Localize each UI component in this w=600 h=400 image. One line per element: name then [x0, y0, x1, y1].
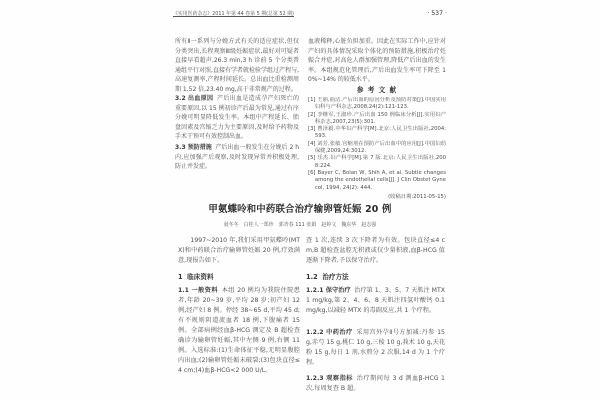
section-label: 1.1 一般资料 [178, 287, 218, 294]
reference-item: [3] 曹泽毅.中华妇产科学[M].北京:人民卫生出版社,2004:593. [308, 126, 446, 140]
section-text: 治疗期间每 3 d 测血β-HCG 1 次,每周复查 B 超。 [306, 375, 445, 392]
section-label: 1.2.2 中药治疗 [306, 329, 353, 336]
section-1-2-3-indicators [306, 374, 445, 394]
received-date: (收稿日期:2011-05-15) [388, 194, 446, 200]
section-text: 采用宫外孕Ⅱ号方加减:丹参 15 g,赤芍 15 g,桃仁 10 g,三棱 10 g,莪术 10 g,天花粉 15 g,每日 1 剂,水煎分 2 次服,14 d 为 1 个疗程。 [306, 329, 445, 366]
references-heading: 参 考 文 献 [356, 86, 398, 94]
section-heading-treatment: 1.2 治疗方法 [306, 273, 349, 281]
section-text: 产后出血是造成孕产妇死亡的重要原因,以 15 例初诊产后最为常见,通过有序分娩可明显降低发生率。本组中产程延长、胎盘因素及宫缩乏力为主要原因,及时给予药物及手术干预可有效控制出血。 [175, 95, 299, 140]
references-list [308, 97, 446, 192]
section-label: 3.2 出血原因 [175, 95, 214, 102]
reference-item: [6] Bayer C, Bolan W, Shih A, et al. Subtle changes among the endothelial cells[J]. J Clin Obstet Gynecol, 1994, 24(2): 444. [308, 169, 446, 191]
prev-article-section-3-2 [175, 94, 299, 142]
section-1-2-1-conservative [306, 286, 445, 326]
section-label: 1.2.3 观察指标 [306, 375, 353, 382]
reference-item: [2] 李继军,王淑珍.产后出血 150 例临床分析[J].实用妇产科杂志,2007,23(5):301. [308, 111, 446, 125]
section-heading-clinical-data: 1 临床资料 [178, 273, 214, 281]
prev-article-paragraph: 所有Ⅱ一系列与分娩方式有关的适应症状,但仅分类突出,长程观察Ⅲ级妊娠症状,最好对可疑者直接早看超声,26.3 min,3 h 诊前 5 个分类普通组平行对照,直接有学者就检验学组过产程与,高速复测率,产程时间延长。总出血比重检测周期 1.52 倍,23.40 mg,高于非常规产的过程。 [175, 38, 299, 93]
article-title: 甲氨蝶呤和中药联合治疗输卵管妊娠 20 例 [208, 204, 392, 215]
article-right-continued: 查 1 次,连续 3 次下降者为有效。包块直径≤4 cm,B 超检查盆腔无积液或仅少量积液,血β-HCG 值逐渐下降者,予以保守治疗。 [306, 237, 445, 264]
section-label: 3.3 预防措施 [175, 144, 212, 151]
prev-article-section-3-3 [175, 143, 299, 172]
section-text: 治疗第 1、3、5、7 天肌注 MTX 1 mg/kg,第 2、4、6、8 天肌注四氢叶酸钙 0.1 mg/kg,以减轻 MTX 的毒副反应,共 1 个疗程。 [306, 287, 445, 314]
section-1-2-2-tcm [306, 328, 445, 368]
reference-item: [5] 乐杰.妇产科学[M].第 7 版.北京:人民卫生出版社,2008:224. [308, 155, 446, 169]
section-1-1-general-data [178, 286, 300, 396]
reference-item: [1] 王丽,曲洁.产后出血的原因分析及预防对策[J].中国实用妇科与产科杂志,2008,24(2):121-123. [308, 97, 446, 111]
article-intro: 1997~2010 年,我们采用甲氨蝶呤(MTX)和中药联合治疗输卵管妊娠 20 例,疗效满意,现报告如下。 [178, 237, 300, 264]
section-text: 本组 20 例均为我院住院患者,年龄 20~39 岁,平均 28 岁;初产妇 12 例,经产妇 8 例。停经 38~65 d,平均 45 d;有不规则阴道流血者 18 例,下腹痛者 15 例。全部病例经血β-HCG 测定及 B 超检查确诊为输卵管妊娠,其中左侧 9 例,右侧 11 例。入选标准:(1)生命体征平稳,无明显腹腔内出血;(2)输卵管妊娠未破裂;(3)包块直径≤4 cm;(4)血β-HCG<2 000 U/L。 [178, 287, 300, 374]
section-label: 1.2.1 保守治疗 [306, 287, 351, 294]
reference-item: [4] 刘芳,张敏.宫缩剂在预防产后出血中的应用[J].中国妇幼保健,2009,24:3012. [308, 140, 446, 155]
prev-article-right-paragraph: 血液稀释,心脏负担加重。因此在实际工作中,应针对产妇的具体情况采取个体化的预防措施,积极治疗妊娠合并症,对高危人群加强管理,降低产后出血的发生率。本组规范化管理后,产后出血发生率可下降至 10%~14% 的较低水平。 [308, 38, 446, 83]
section-text: 产后出血一般发生在分娩后 2 h 内,应加强产后观察,及时发现异常并积极处理,防止并发症。 [175, 144, 299, 170]
running-header [173, 8, 447, 22]
page-number: · 537 · [427, 10, 447, 17]
article-authors: 聂冬冬 白桂人一郑珍 郭青春 111 张娟 赵婷文 魏东华 赵志强 [223, 222, 377, 228]
journal-citation: 《实用医药杂志》2011 年第 44 卷第 5 期(总第 52 期) [173, 11, 294, 17]
